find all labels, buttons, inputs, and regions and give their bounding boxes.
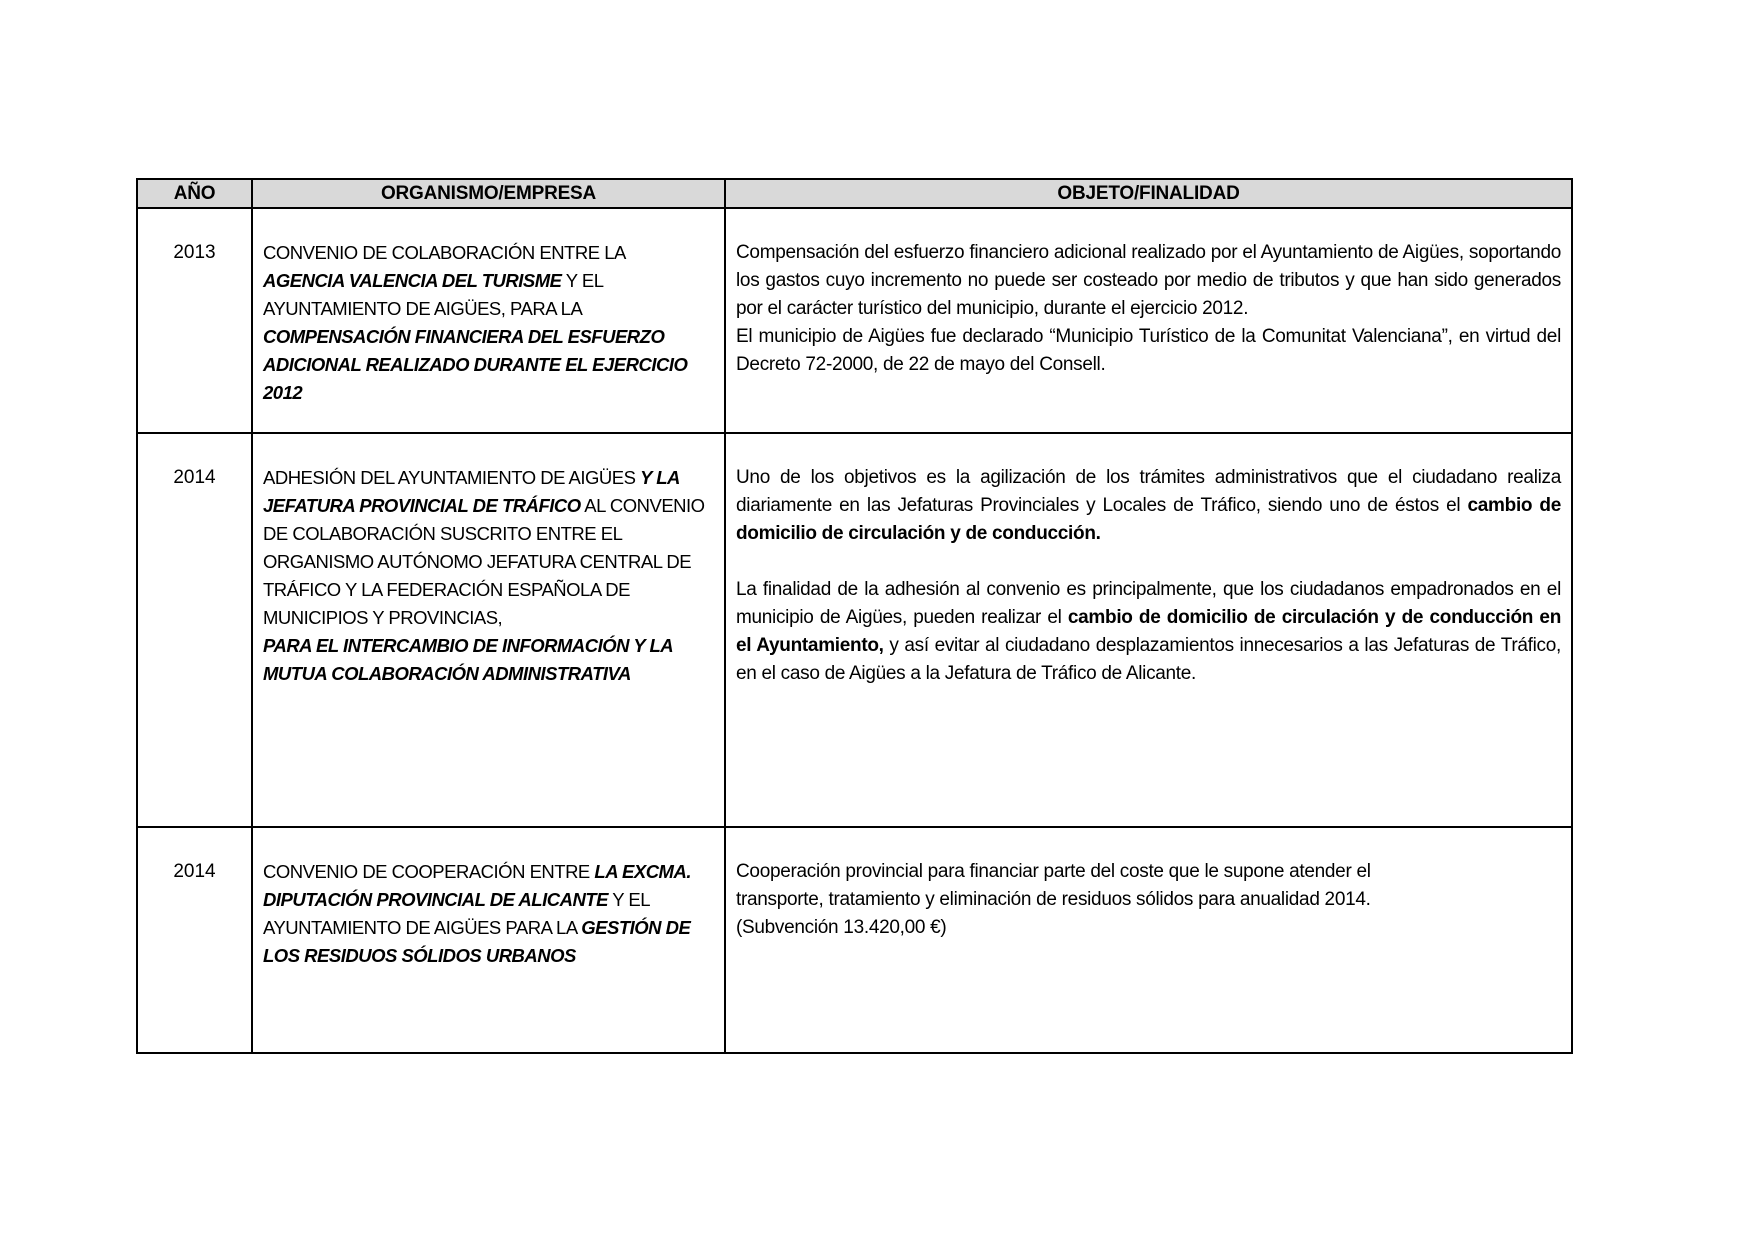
- org-emphasis: LA EXCMA. DIPUTACIÓN PROVINCIAL DE ALICANTE: [263, 861, 691, 910]
- purpose-cell: [725, 433, 1572, 827]
- year-cell: 2014: [137, 827, 252, 1053]
- org-text: AL CONVENIO DE COLABORACIÓN SUSCRITO ENTRE EL ORGANISMO AUTÓNOMO JEFATURA CENTRAL DE TRÁFICO Y LA FEDERACIÓN ESPAÑOLA DE MUNICIPIOS Y PROVINCIAS,: [263, 495, 705, 628]
- org-text: CONVENIO DE COOPERACIÓN ENTRE: [263, 861, 595, 882]
- org-text: Y EL AYUNTAMIENTO DE AIGÜES PARA LA: [263, 889, 650, 938]
- org-text: Y EL: [561, 270, 604, 291]
- table-header-row: [137, 179, 1572, 208]
- agreements-table: [136, 178, 1573, 1054]
- org-emphasis: COMPENSACIÓN FINANCIERA DEL ESFUERZO ADICIONAL REALIZADO DURANTE EL EJERCICIO 2012: [263, 326, 688, 403]
- header-organization: ORGANISMO/EMPRESA: [252, 179, 725, 208]
- purpose-cell: [725, 208, 1572, 433]
- org-emphasis: AGENCIA VALENCIA DEL TURISME: [263, 270, 562, 291]
- purpose-text: La finalidad de la adhesión al convenio es principalmente, que los ciudadanos empadronados en el municipio de Aigües, pueden realizar el: [736, 579, 1561, 628]
- org-emphasis: GESTIÓN DE LOS RESIDUOS SÓLIDOS URBANOS: [263, 917, 691, 966]
- year-cell: 2014: [137, 433, 252, 827]
- org-text-line: [263, 267, 716, 295]
- purpose-text: Uno de los objetivos es la agilización de los trámites administrativos que el ciudadano realiza diariamente en las Jefaturas Provinciales y Locales de Tráfico, siendo uno de éstos el: [736, 467, 1561, 516]
- org-text: CONVENIO DE COLABORACIÓN ENTRE LA: [263, 242, 626, 263]
- table-row: [137, 433, 1572, 827]
- header-purpose: OBJETO/FINALIDAD: [725, 179, 1572, 208]
- header-year: AÑO: [137, 179, 252, 208]
- purpose-text: Cooperación provincial para financiar parte del coste que le supone atender el: [736, 861, 1371, 882]
- year-cell: 2013: [137, 208, 252, 433]
- purpose-paragraph: [736, 576, 1561, 688]
- org-emphasis: Y LA JEFATURA PROVINCIAL DE TRÁFICO: [263, 467, 680, 516]
- purpose-emphasis: cambio de domicilio de circulación y de conducción.: [736, 495, 1561, 544]
- purpose-cell: [725, 827, 1572, 1053]
- purpose-paragraph: [736, 464, 1561, 548]
- purpose-paragraph: Compensación del esfuerzo financiero adicional realizado por el Ayuntamiento de Aigües, soportando los gastos cuyo incremento no puede ser costeado por medio de tributos y que han sido generados por el carácter turístico del municipio, durante el ejercicio 2012.: [736, 242, 1561, 319]
- org-text: ADHESIÓN DEL AYUNTAMIENTO DE AIGÜES: [263, 467, 641, 488]
- organization-cell: [252, 827, 725, 1053]
- organization-cell: [252, 433, 725, 827]
- table-row: [137, 208, 1572, 433]
- organization-cell: [252, 208, 725, 433]
- purpose-emphasis: cambio de domicilio de circulación y de conducción en el Ayuntamiento,: [736, 607, 1561, 656]
- org-emphasis: PARA EL INTERCAMBIO DE INFORMACIÓN Y LA MUTUA COLABORACIÓN ADMINISTRATIVA: [263, 635, 673, 684]
- purpose-paragraph: El municipio de Aigües fue declarado “Municipio Turístico de la Comunitat Valenciana”, en virtud del Decreto 72-2000, de 22 de mayo del Consell.: [736, 326, 1561, 375]
- purpose-text: transporte, tratamiento y eliminación de residuos sólidos para anualidad 2014.: [736, 889, 1371, 910]
- org-text: AYUNTAMIENTO DE AIGÜES, PARA LA: [263, 298, 583, 319]
- purpose-text: y así evitar al ciudadano desplazamientos innecesarios a las Jefaturas de Tráfico, en el caso de Aigües a la Jefatura de Tráfico de Alicante.: [736, 635, 1561, 684]
- table-row: [137, 827, 1572, 1053]
- subsidy-amount: (Subvención 13.420,00 €): [736, 917, 947, 938]
